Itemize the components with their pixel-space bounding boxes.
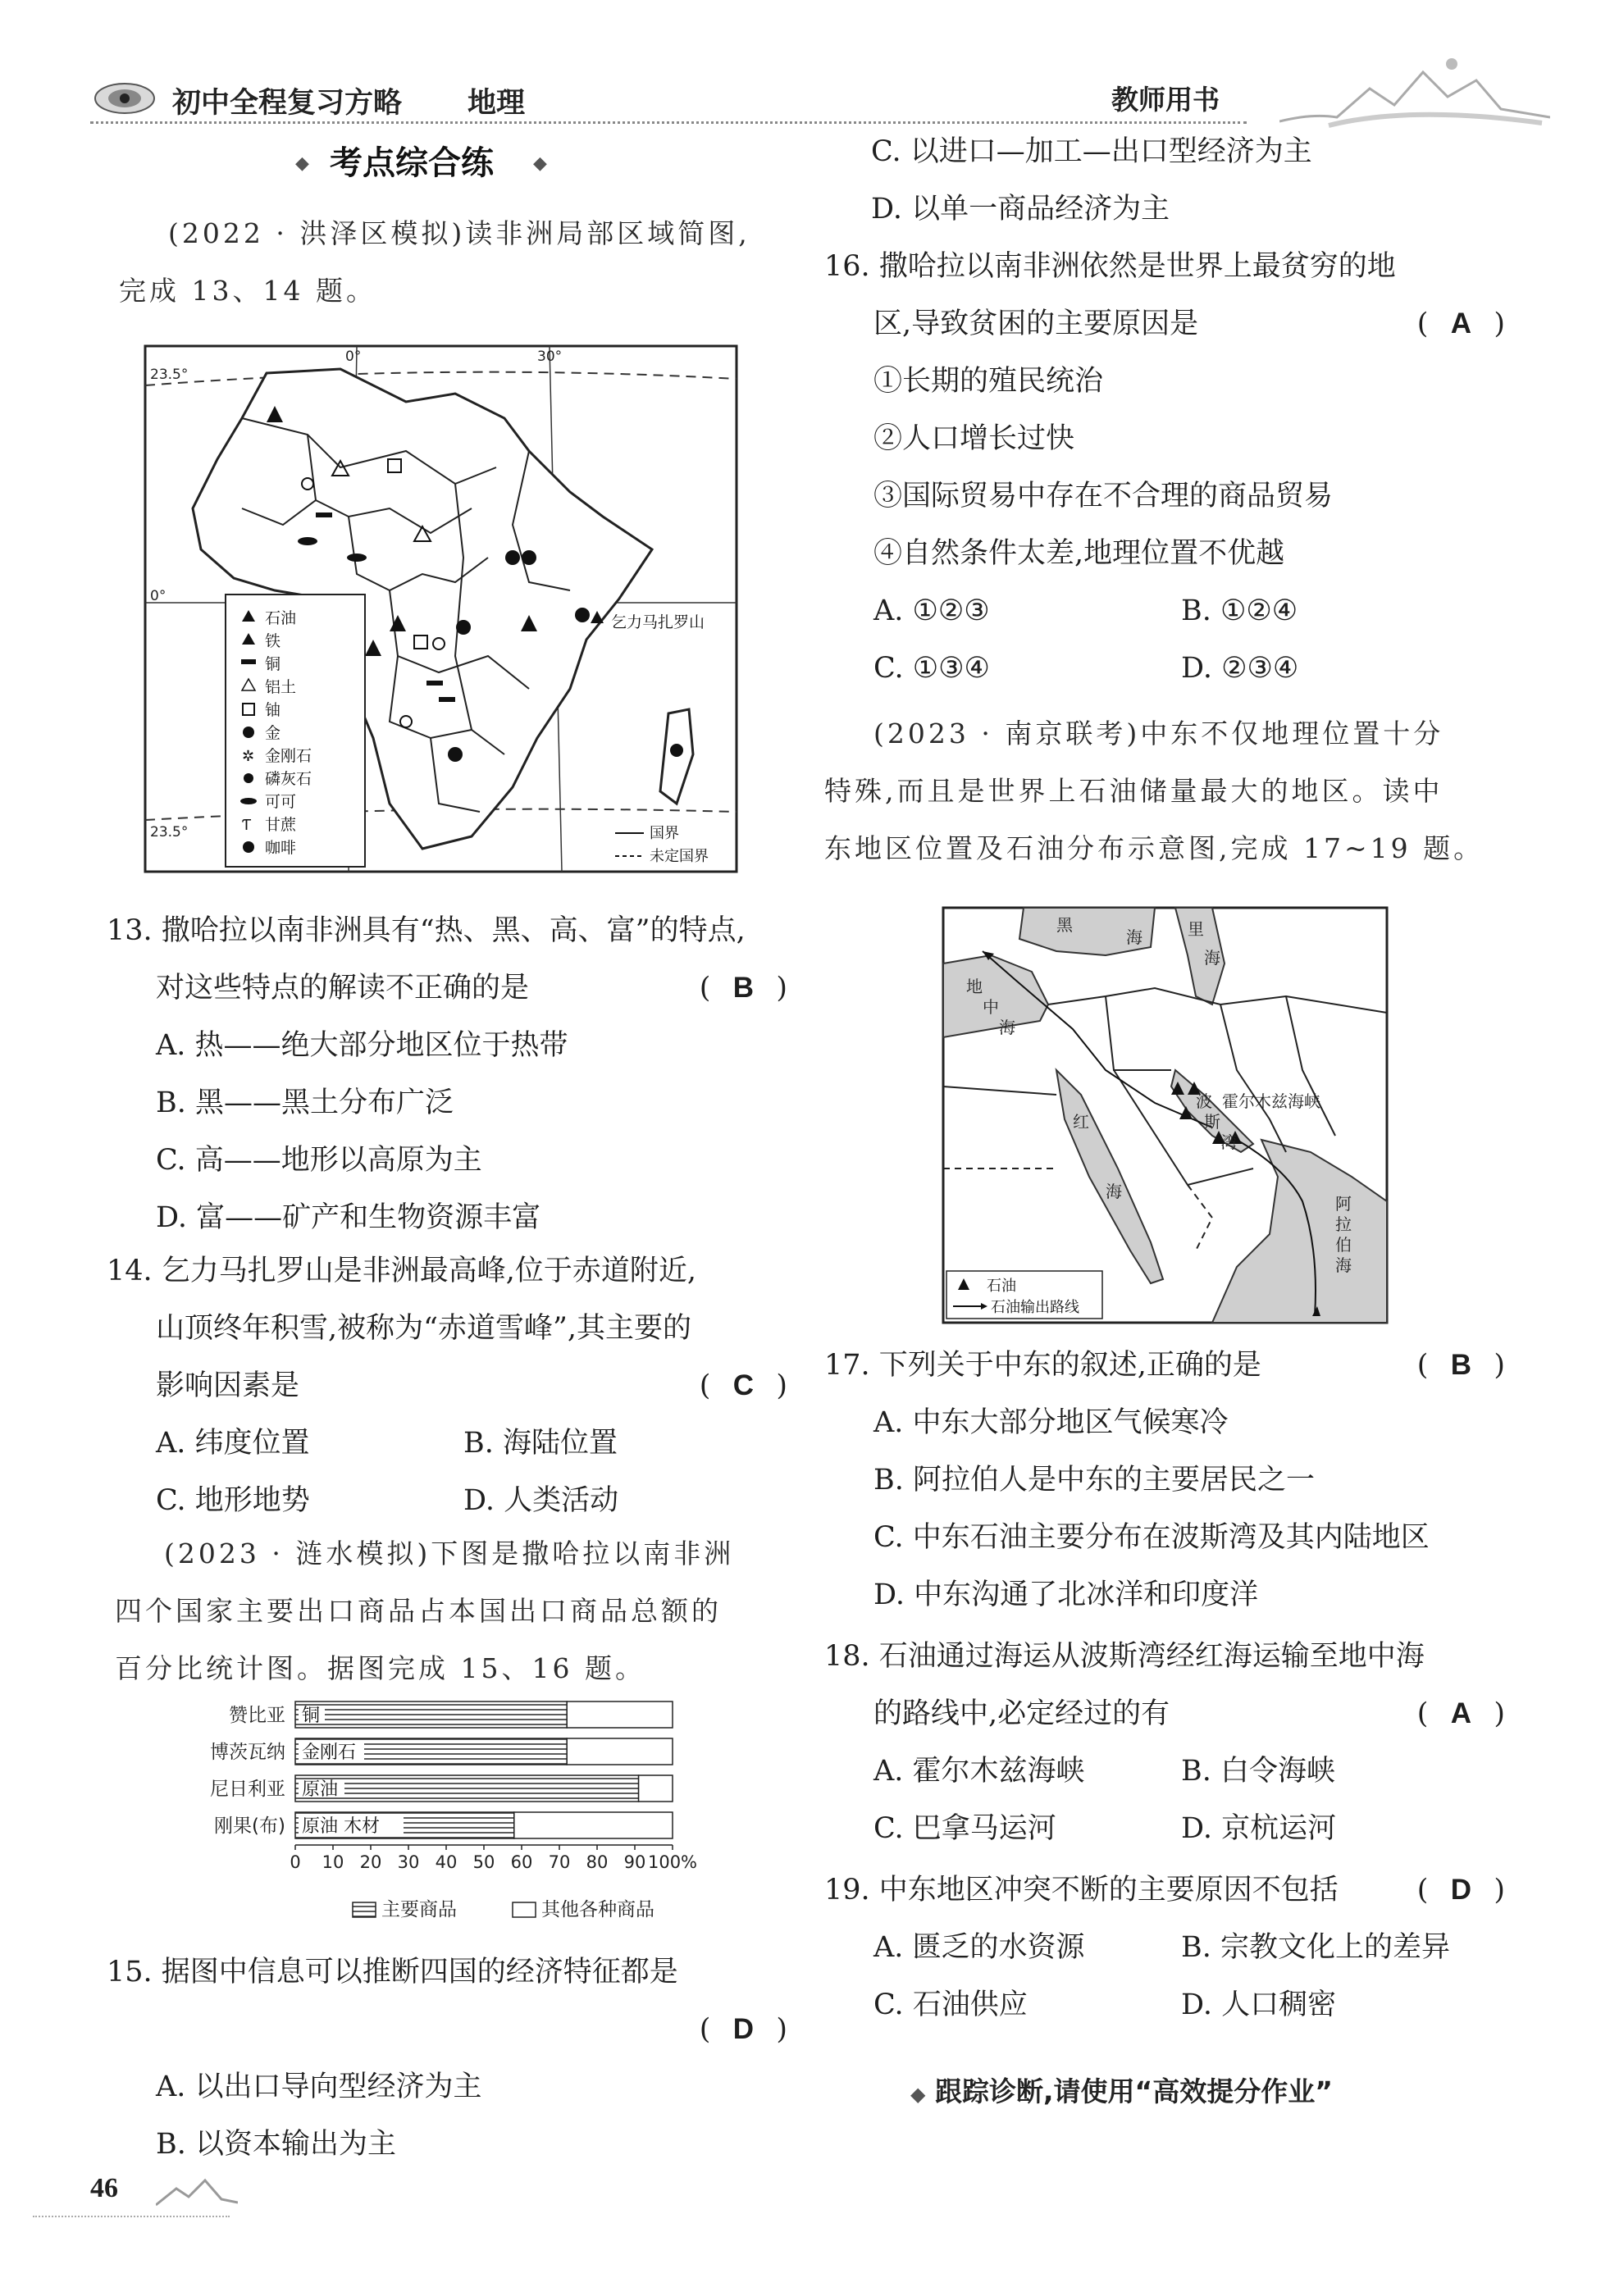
intro-line: (2023 · 涟水模拟)下图是撒哈拉以南非洲	[164, 1538, 735, 1569]
question-stem: 山顶终年积雪,被称为“赤道雪峰”,其主要的	[156, 1312, 692, 1345]
option: D. 京杭运河	[1181, 1812, 1337, 1845]
option: C. 高——地形以高原为主	[156, 1144, 482, 1177]
page-footer	[33, 2165, 246, 2230]
footer-note	[910, 2070, 1333, 2109]
option: A. 纬度位置	[156, 1427, 310, 1460]
intro-line: (2023 · 南京联考)中东不仅地理位置十分	[873, 718, 1444, 749]
legend-label: 咖啡	[265, 839, 297, 857]
option: A. 热——绝大部分地区位于热带	[156, 1029, 568, 1062]
sea-label: 海	[999, 1018, 1015, 1037]
diamond-icon: ◆	[295, 153, 309, 174]
legend-label: 铜	[265, 655, 281, 673]
category-label: 刚果(布)	[214, 1815, 285, 1837]
option: B. 宗教文化上的差异	[1181, 1931, 1450, 1964]
sea-label: 海	[1126, 927, 1143, 947]
option-row	[824, 1800, 1505, 1857]
legend-label: 石油输出路线	[991, 1299, 1079, 1316]
q15-options-cont	[871, 123, 1527, 238]
option: C. ①③④	[873, 652, 990, 685]
question-15	[107, 1943, 787, 2058]
intro-line: 百分比统计图。据图完成 15、16 题。	[115, 1652, 645, 1684]
sea-label: 海	[1106, 1182, 1122, 1201]
legend-swatch-other	[513, 1902, 536, 1917]
africa-map	[144, 344, 738, 873]
legend-label: 金刚石	[265, 747, 312, 765]
header	[0, 0, 1610, 131]
chart-legend	[353, 1899, 654, 1920]
intro-line: 完成 13、14 题。	[119, 275, 376, 307]
lat-label: 23.5°	[150, 824, 189, 840]
option: A. 以出口导向型经济为主	[156, 2070, 482, 2103]
legend-label: 石油	[265, 609, 297, 627]
bar-data-label: 铜	[302, 1706, 321, 1726]
answer-paren: ( B )	[700, 959, 787, 1017]
option-row	[824, 582, 1505, 640]
question-14	[107, 1242, 787, 1529]
answer-paren: ( D )	[1417, 1861, 1505, 1919]
lon-label: 0°	[345, 348, 362, 365]
question-stem-text: 19. 中东地区冲突不断的主要原因不包括	[824, 1874, 1339, 1906]
answer-paren: ( D )	[700, 2013, 787, 2046]
option: B. 海陆位置	[463, 1427, 618, 1460]
option: B. 白令海峡	[1181, 1755, 1335, 1788]
bar-data-label: 原油	[302, 1779, 339, 1800]
svg-text:Ƭ: Ƭ	[242, 817, 251, 834]
question-stem: 15. 据图中信息可以推断四国的经济特征都是	[107, 1956, 678, 1988]
logo-icon	[92, 79, 157, 116]
question-stem	[824, 1337, 1505, 1394]
diamond-icon: ◆	[910, 2083, 926, 2106]
answer-letter: D	[1450, 1874, 1471, 1906]
mountain-decoration	[1279, 48, 1550, 130]
footer-note-text: 跟踪诊断,请使用“高效提分作业”	[934, 2075, 1333, 2107]
intro-paragraph	[824, 705, 1513, 877]
sea-label: 红	[1073, 1112, 1089, 1132]
answer-letter: B	[1450, 1349, 1471, 1381]
sea-label: 拉	[1335, 1214, 1352, 1234]
sea-label: 湾	[1220, 1132, 1237, 1152]
option-row	[824, 1742, 1505, 1800]
middle-east-map	[942, 906, 1389, 1324]
answer-letter: B	[732, 972, 754, 1004]
answer-letter: A	[1450, 1697, 1471, 1729]
option: A. 霍尔木兹海峡	[873, 1755, 1085, 1788]
section-title: 考点综合练	[330, 144, 494, 182]
sea-label: 黑	[1056, 915, 1073, 935]
question-stem	[824, 295, 1505, 353]
statement: ②人口增长过快	[873, 422, 1075, 455]
answer-letter: A	[1450, 308, 1471, 339]
intro-line: (2022 · 洪泽区模拟)读非洲局部区域简图,	[168, 217, 750, 249]
question-stem-text: 17. 下列关于中东的叙述,正确的是	[824, 1349, 1261, 1382]
option: D. 富——矿产和生物资源丰富	[156, 1201, 541, 1234]
option-row	[824, 1976, 1505, 2034]
option: A. ①②③	[873, 594, 990, 627]
question-stem	[824, 1861, 1505, 1919]
strait-label: 霍尔木兹海峡	[1222, 1091, 1320, 1111]
option: C. 巴拿马运河	[873, 1812, 1056, 1845]
bar-data-label: 金刚石	[302, 1742, 357, 1763]
intro-line: 特殊,而且是世界上石油储量最大的地区。读中	[824, 775, 1444, 807]
option: B. ①②④	[1181, 594, 1298, 627]
svg-text:✲: ✲	[242, 748, 255, 765]
lat-label: 23.5°	[150, 367, 189, 383]
option: C. 以进口—加工—出口型经济为主	[871, 135, 1312, 168]
x-tick-label: 20	[359, 1852, 382, 1872]
sea-label: 中	[983, 997, 999, 1017]
question-19	[824, 1861, 1505, 2034]
answer-letter: D	[732, 2013, 754, 2045]
option: C. 中东石油主要分布在波斯湾及其内陆地区	[873, 1521, 1430, 1554]
option: A. 匮乏的水资源	[873, 1931, 1085, 1964]
sea-label: 里	[1188, 919, 1204, 939]
question-13	[107, 902, 787, 1246]
question-stem	[107, 959, 787, 1017]
option-row	[107, 1414, 787, 1472]
statement: ①长期的殖民统治	[873, 365, 1104, 398]
sea-label: 伯	[1335, 1235, 1352, 1255]
option: D. ②③④	[1181, 652, 1299, 685]
option-row	[824, 1919, 1505, 1976]
bar-other-commodities	[567, 1702, 673, 1728]
export-chart	[185, 1697, 742, 1927]
bar-data-label: 原油 木材	[302, 1816, 380, 1837]
answer-paren: ( A )	[1417, 295, 1505, 353]
intro-line: 东地区位置及石油分布示意图,完成 17~19 题。	[824, 832, 1485, 864]
bar-other-commodities	[639, 1775, 673, 1802]
question-stem	[824, 1685, 1505, 1742]
category-label: 尼日利亚	[210, 1779, 285, 1800]
x-tick-label: 0	[290, 1852, 301, 1872]
legend-label: 铀	[265, 701, 281, 719]
option: C. 地形地势	[156, 1484, 310, 1517]
legend-label: 磷灰石	[265, 770, 312, 788]
sea-label: 地	[966, 977, 983, 996]
category-label: 赞比亚	[229, 1705, 285, 1726]
peak-label: 乞力马扎罗山	[611, 613, 705, 631]
bar-main-commodity	[295, 1775, 639, 1802]
sea-label: 斯	[1204, 1112, 1220, 1132]
sea-label: 波	[1196, 1091, 1212, 1111]
x-tick-label: 70	[548, 1852, 571, 1872]
border-legend-label: 国界	[650, 825, 679, 842]
question-stem	[107, 1357, 787, 1414]
category-label: 博茨瓦纳	[210, 1742, 285, 1763]
legend-label: 铝土	[265, 678, 297, 696]
x-tick-label: 80	[586, 1852, 609, 1872]
lat-label: 0°	[150, 588, 166, 604]
statement: ③国际贸易中存在不合理的商品贸易	[873, 480, 1334, 512]
intro-line: 四个国家主要出口商品占本国出口商品总额的	[115, 1595, 722, 1627]
option: D. 人口稠密	[1181, 1988, 1337, 2021]
subject-label: 地理	[467, 87, 526, 120]
legend-label: 铁	[265, 632, 281, 650]
lon-label: 30°	[537, 348, 563, 365]
page-number: 46	[90, 2173, 118, 2203]
intro-paragraph	[115, 1525, 787, 1697]
section-heading	[295, 135, 566, 184]
x-tick-label: 50	[472, 1852, 495, 1872]
option-row	[824, 640, 1505, 697]
x-tick-label: 100%	[647, 1852, 698, 1872]
question-17	[824, 1337, 1505, 1624]
answer-paren: ( B )	[1417, 1337, 1505, 1394]
option: A. 中东大部分地区气候寒冷	[873, 1406, 1229, 1439]
answer-paren: ( C )	[700, 1357, 787, 1414]
book-title: 初中全程复习方略	[172, 87, 403, 120]
x-tick-label: 10	[322, 1852, 344, 1872]
question-stem: 18. 石油通过海运从波斯湾经红海运输至地中海	[824, 1640, 1425, 1673]
answer-row	[107, 2001, 787, 2058]
bar-other-commodities	[567, 1738, 673, 1765]
answer-paren: ( A )	[1417, 1685, 1505, 1742]
footer-rule	[33, 2216, 230, 2217]
option: D. 中东沟通了北冰洋和印度洋	[873, 1578, 1259, 1611]
sea-label: 海	[1335, 1255, 1352, 1275]
answer-letter: C	[732, 1369, 754, 1401]
diamond-icon: ◆	[533, 153, 547, 174]
question-stem-text: 影响因素是	[156, 1369, 300, 1402]
question-16	[824, 238, 1505, 697]
option: B. 以资本输出为主	[156, 2128, 396, 2161]
legend-label: 主要商品	[381, 1899, 457, 1920]
option: B. 黑——黑土分布广泛	[156, 1086, 454, 1119]
x-tick-label: 60	[510, 1852, 533, 1872]
option: B. 阿拉伯人是中东的主要居民之一	[873, 1464, 1315, 1496]
legend-label: 其他各种商品	[541, 1899, 654, 1920]
bar-other-commodities	[514, 1812, 673, 1838]
question-stem: 16. 撒哈拉以南非洲依然是世界上最贫穷的地	[824, 250, 1396, 283]
bar-main-commodity	[295, 1702, 567, 1728]
option: D. 人类活动	[463, 1484, 619, 1517]
legend-label: 石油	[987, 1278, 1016, 1295]
question-stem-text: 区,导致贫困的主要原因是	[873, 308, 1199, 340]
question-stem-text: 对这些特点的解读不正确的是	[156, 972, 530, 1004]
legend-swatch-main	[353, 1902, 376, 1917]
edition-label: 教师用书	[1111, 84, 1220, 116]
x-tick-label: 90	[623, 1852, 646, 1872]
question-18	[824, 1628, 1505, 1857]
question-stem: 13. 撒哈拉以南非洲具有“热、黑、高、富”的特点,	[107, 914, 746, 947]
border-legend-label: 未定国界	[650, 848, 709, 865]
sea-label: 阿	[1335, 1194, 1352, 1214]
option-row	[107, 1472, 787, 1529]
legend-label: 可可	[265, 793, 297, 811]
statement: ④自然条件太差,地理位置不优越	[873, 537, 1285, 570]
sea-label: 海	[1204, 948, 1220, 968]
legend-label: 金	[265, 724, 281, 742]
x-tick-label: 40	[435, 1852, 458, 1872]
x-tick-label: 30	[397, 1852, 420, 1872]
mountain-decoration	[156, 2176, 238, 2209]
question-stem: 14. 乞力马扎罗山是非洲最高峰,位于赤道附近,	[107, 1255, 697, 1287]
option: D. 以单一商品经济为主	[871, 193, 1170, 226]
q15-options	[156, 2058, 779, 2173]
legend-label: 甘蔗	[265, 816, 297, 834]
option: C. 石油供应	[873, 1988, 1028, 2021]
question-stem-text: 的路线中,必定经过的有	[873, 1697, 1170, 1730]
intro-paragraph	[119, 205, 775, 320]
